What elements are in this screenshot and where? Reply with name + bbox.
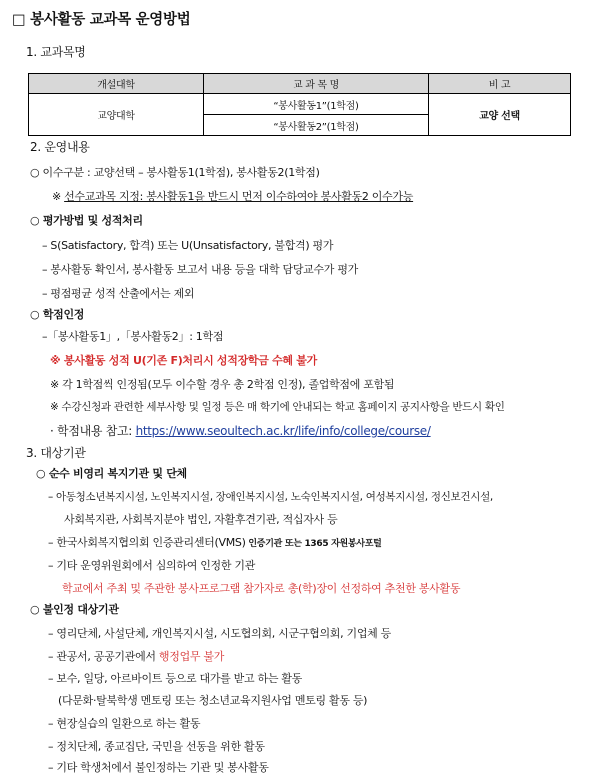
ineligible-item: – 보수, 일당, 아르바이트 등으로 대가를 받고 하는 활동 xyxy=(48,672,303,685)
evaluation-item: – S(Satisfactory, 합격) 또는 U(Unsatisfactory, 불합격) 평가 xyxy=(42,239,334,252)
page-title: □ 봉사활동 교과목 운영방법 xyxy=(12,12,191,28)
completion-type: ○ 이수구분 : 교양선택 – 봉사활동1(1학점), 봉사활동2(1학점) xyxy=(30,166,320,179)
table-cell-college: 교양대학 xyxy=(29,94,204,136)
reference-link[interactable]: https://www.seoultech.ac.kr/life/info/college/course/ xyxy=(135,424,431,438)
eligible-item xyxy=(48,534,382,550)
reference-label: · 학점내용 참고: xyxy=(50,424,136,438)
table-row xyxy=(29,94,571,115)
credit-item: –「봉사활동1」,「봉사활동2」: 1학점 xyxy=(42,330,224,343)
ineligible-item: – 영리단체, 사설단체, 개인복지시설, 시도협의회, 시군구협의회, 기업체 등 xyxy=(48,627,392,640)
note-mark: ※ xyxy=(52,190,61,203)
course-table xyxy=(28,73,571,136)
section-2-heading: 2. 운영내용 xyxy=(30,140,90,154)
ineligible-item-continued: (다문화·탈북학생 멘토링 또는 청소년교육지원사업 멘토링 활동 등) xyxy=(58,694,368,707)
ineligible-item xyxy=(48,648,224,664)
evaluation-heading: ○ 평가방법 및 성적처리 xyxy=(30,214,143,227)
section-1-heading: 1. 교과목명 xyxy=(26,45,86,59)
ineligible-item: – 기타 학생처에서 불인정하는 기관 및 봉사활동 xyxy=(48,761,269,774)
table-cell-course-2: “봉사활동2”(1학점) xyxy=(204,115,429,136)
vms-center: – 한국사회복지협의회 인증관리센터(VMS) xyxy=(48,536,246,549)
table-header-course: 교 과 목 명 xyxy=(204,74,429,94)
eligible-item: – 기타 운영위원회에서 심의하여 인정한 기관 xyxy=(48,559,256,572)
eligible-item: – 아동청소년복지시설, 노인복지시설, 장애인복지시설, 노숙인복지시설, 여성복지시설, 정신보건시설, xyxy=(48,491,493,503)
public-office-text: – 관공서, 공공기관에서 xyxy=(48,650,159,663)
credit-item: ※ 각 1학점씩 인정됨(모두 이수할 경우 총 2학점 인정), 졸업학점에 포함됨 xyxy=(50,378,395,391)
evaluation-item: – 평점평균 성적 산출에서는 제외 xyxy=(42,287,195,300)
table-header-row xyxy=(29,74,571,94)
vms-portal: 인증기관 또는 1365 자원봉사포털 xyxy=(245,539,382,549)
ineligible-heading: ○ 불인정 대상기관 xyxy=(30,603,119,616)
evaluation-item: – 봉사활동 확인서, 봉사활동 보고서 내용 등을 대학 담당교수가 평가 xyxy=(42,263,358,276)
ineligible-item: – 현장실습의 일환으로 하는 활동 xyxy=(48,717,201,730)
section-3-heading: 3. 대상기관 xyxy=(26,446,86,460)
table-cell-note: 교양 선택 xyxy=(429,94,571,136)
table-header-college: 개설대학 xyxy=(29,74,204,94)
eligible-item-continued: 사회복지관, 사회복지분야 법인, 자활후견기관, 적십자사 등 xyxy=(64,513,338,526)
table-cell-course-1: “봉사활동1”(1학점) xyxy=(204,94,429,115)
table-header-note: 비 고 xyxy=(429,74,571,94)
eligible-heading: ○ 순수 비영리 복지기관 및 단체 xyxy=(36,467,187,480)
prerequisite-text: 선수교과목 지정: 봉사활동1을 반드시 먼저 이수하여야 봉사활동2 이수가능 xyxy=(64,190,414,203)
admin-work-warning: 행정업무 불가 xyxy=(158,650,225,663)
school-program-note: 학교에서 주최 및 주관한 봉사프로그램 참가자로 총(학)장이 선정하여 추천한 봉사활동 xyxy=(62,582,461,595)
credit-reference xyxy=(50,422,431,439)
prerequisite-note xyxy=(52,188,413,204)
credit-heading: ○ 학점인정 xyxy=(30,308,85,321)
credit-warning: ※ 봉사활동 성적 U(기존 F)처리시 성적장학금 수혜 불가 xyxy=(50,354,317,367)
credit-item: ※ 수강신청과 관련한 세부사항 및 일정 등은 매 학기에 안내되는 학교 홈페이지 공지사항을 반드시 확인 xyxy=(50,401,505,413)
ineligible-item: – 정치단체, 종교집단, 국민을 선동을 위한 활동 xyxy=(48,740,265,753)
